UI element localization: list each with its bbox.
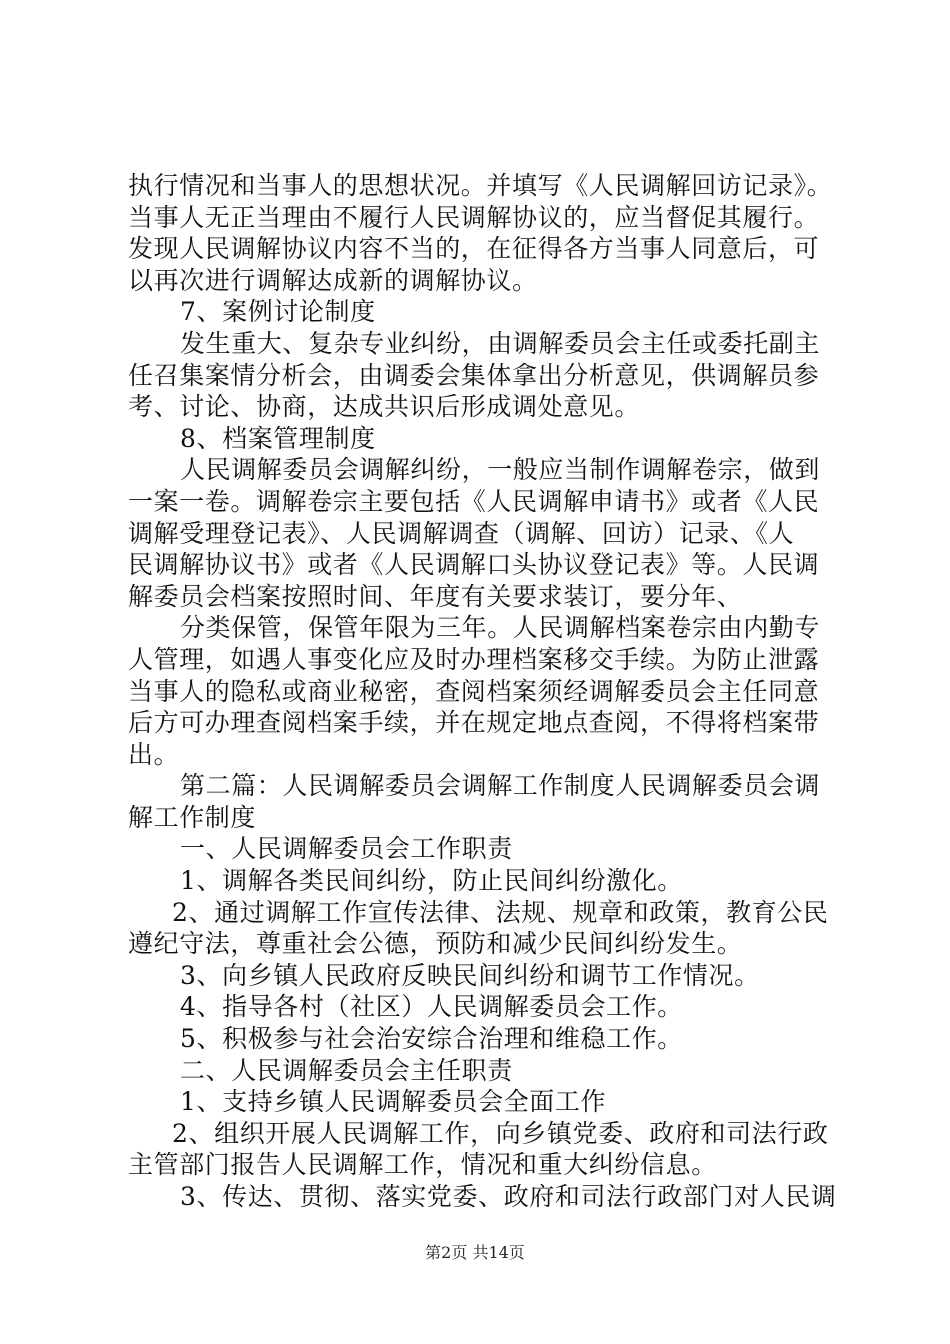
text-line: 3、向乡镇人民政府反映民间纠纷和调节工作情况。 [180,960,760,990]
text-line: 出。 [128,739,180,769]
text-line: 解委员会档案按照时间、年度有关要求装订，要分年、 [128,581,743,611]
text-line: 5、积极参与社会治安综合治理和维稳工作。 [180,1024,683,1054]
text-line: 第二篇：人民调解委员会调解工作制度人民调解委员会调 [180,771,821,801]
text-line: 7、案例讨论制度 [180,297,376,327]
text-line: 执行情况和当事人的思想状况。并填写《人民调解回访记录》。 [128,171,833,200]
text-line: 遵纪守法，尊重社会公德，预防和减少民间纠纷发生。 [128,929,743,959]
text-line: 当事人的隐私或商业秘密，查阅档案须经调解委员会主任同意 [128,676,820,706]
text-line: 1、调解各类民间纠纷，防止民间纠纷激化。 [180,866,683,896]
text-line: 任召集案情分析会，由调委会集体拿出分析意见，供调解员参 [128,360,820,390]
text-line: 8、档案管理制度 [180,423,376,453]
text-line: 以再次进行调解达成新的调解协议。 [128,265,538,295]
text-line: 人管理，如遇人事变化应及时办理档案移交手续。为防止泄露 [128,644,820,674]
text-line: 主管部门报告人民调解工作，情况和重大纠纷信息。 [128,1150,717,1180]
text-line: 人民调解委员会调解纠纷，一般应当制作调解卷宗，做到 [180,455,821,485]
text-line: 发现人民调解协议内容不当的，在征得各方当事人同意后，可 [128,234,820,264]
text-line: 3、传达、贯彻、落实党委、政府和司法行政部门对人民调 [180,1182,837,1211]
text-line: 发生重大、复杂专业纠纷，由调解委员会主任或委托副主 [180,328,821,358]
text-line: 一、人民调解委员会工作职责 [180,834,513,864]
page-footer: 第2页 共14页 [425,1243,525,1262]
text-line: 民调解协议书》或者《人民调解口头协议登记表》等。人民调 [128,550,820,580]
document-body [128,170,840,1213]
text-line: 当事人无正当理由不履行人民调解协议的，应当督促其履行。 [128,202,820,232]
text-line: 解工作制度 [128,802,257,832]
text-line: 调解受理登记表》、人民调解调查（调解、回访）记录、《人 [128,518,795,548]
text-line: 4、指导各村（社区）人民调解委员会工作。 [180,992,683,1022]
text-line: 2、组织开展人民调解工作，向乡镇党委、政府和司法行政 [172,1118,829,1148]
text-line: 二、人民调解委员会主任职责 [180,1055,513,1085]
text-line: 后方可办理查阅档案手续，并在规定地点查阅，不得将档案带 [128,708,820,738]
text-line: 分类保管，保管年限为三年。人民调解档案卷宗由内勤专 [180,613,821,643]
text-line: 2、通过调解工作宣传法律、法规、规章和政策，教育公民 [172,897,829,927]
text-line: 1、支持乡镇人民调解委员会全面工作 [180,1087,607,1117]
text-line: 一案一卷。调解卷宗主要包括《人民调解申请书》或者《人民 [128,486,820,516]
text-line: 考、讨论、协商，达成共识后形成调处意见。 [128,392,641,422]
